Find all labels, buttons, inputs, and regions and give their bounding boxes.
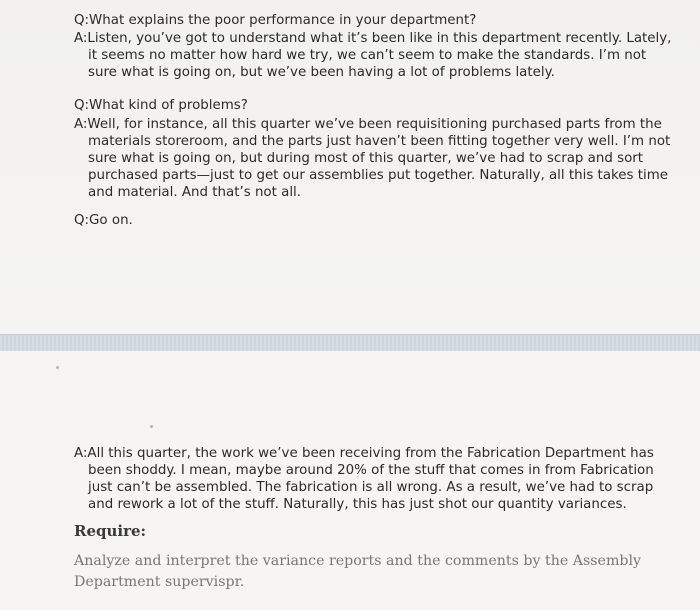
- question-1: Q:What explains the poor performance in your department?: [74, 13, 477, 28]
- require-text: Analyze and interpret the variance reports and the comments by the Assembly Department supervispr.: [74, 553, 642, 590]
- answer-3-text: A:All this quarter, the work we’ve been receiving from the Fabrication Department has been shoddy. I mean, maybe around 20% of the stuff that comes in from Fabrication just can’t be assembled. The fabrication is all wrong. As a result, we’ve had to scrap and rework a lot of the stuff. Naturally, this has just shot our quantity variances.: [74, 446, 654, 512]
- answer-1: [74, 30, 674, 81]
- speck: [56, 366, 59, 369]
- speck: [150, 425, 153, 428]
- answer-3: [74, 445, 664, 513]
- answer-2-text: A:Well, for instance, all this quarter we’ve been requisitioning purchased parts from the materials storeroom, and the parts just haven’t been fitting together very well. I’m not sure what is going on, but during most of this quarter, we’ve had to scrap and sort purchased parts—just to get our assemblies put together. Naturally, all this takes time and material. And that’s not all.: [74, 117, 671, 200]
- question-3: Q:Go on.: [74, 213, 133, 228]
- page-divider: [0, 334, 700, 352]
- answer-1-text: A:Listen, you’ve got to understand what it’s been like in this department recently. Lately, it seems no matter how hard we try, we can’t seem to make the standards. I’m not sure what is going on, but we’ve been having a lot of problems lately.: [74, 31, 672, 80]
- question-2: Q:What kind of problems?: [74, 98, 248, 113]
- require-heading: Require:: [74, 522, 147, 540]
- answer-2: [74, 116, 674, 201]
